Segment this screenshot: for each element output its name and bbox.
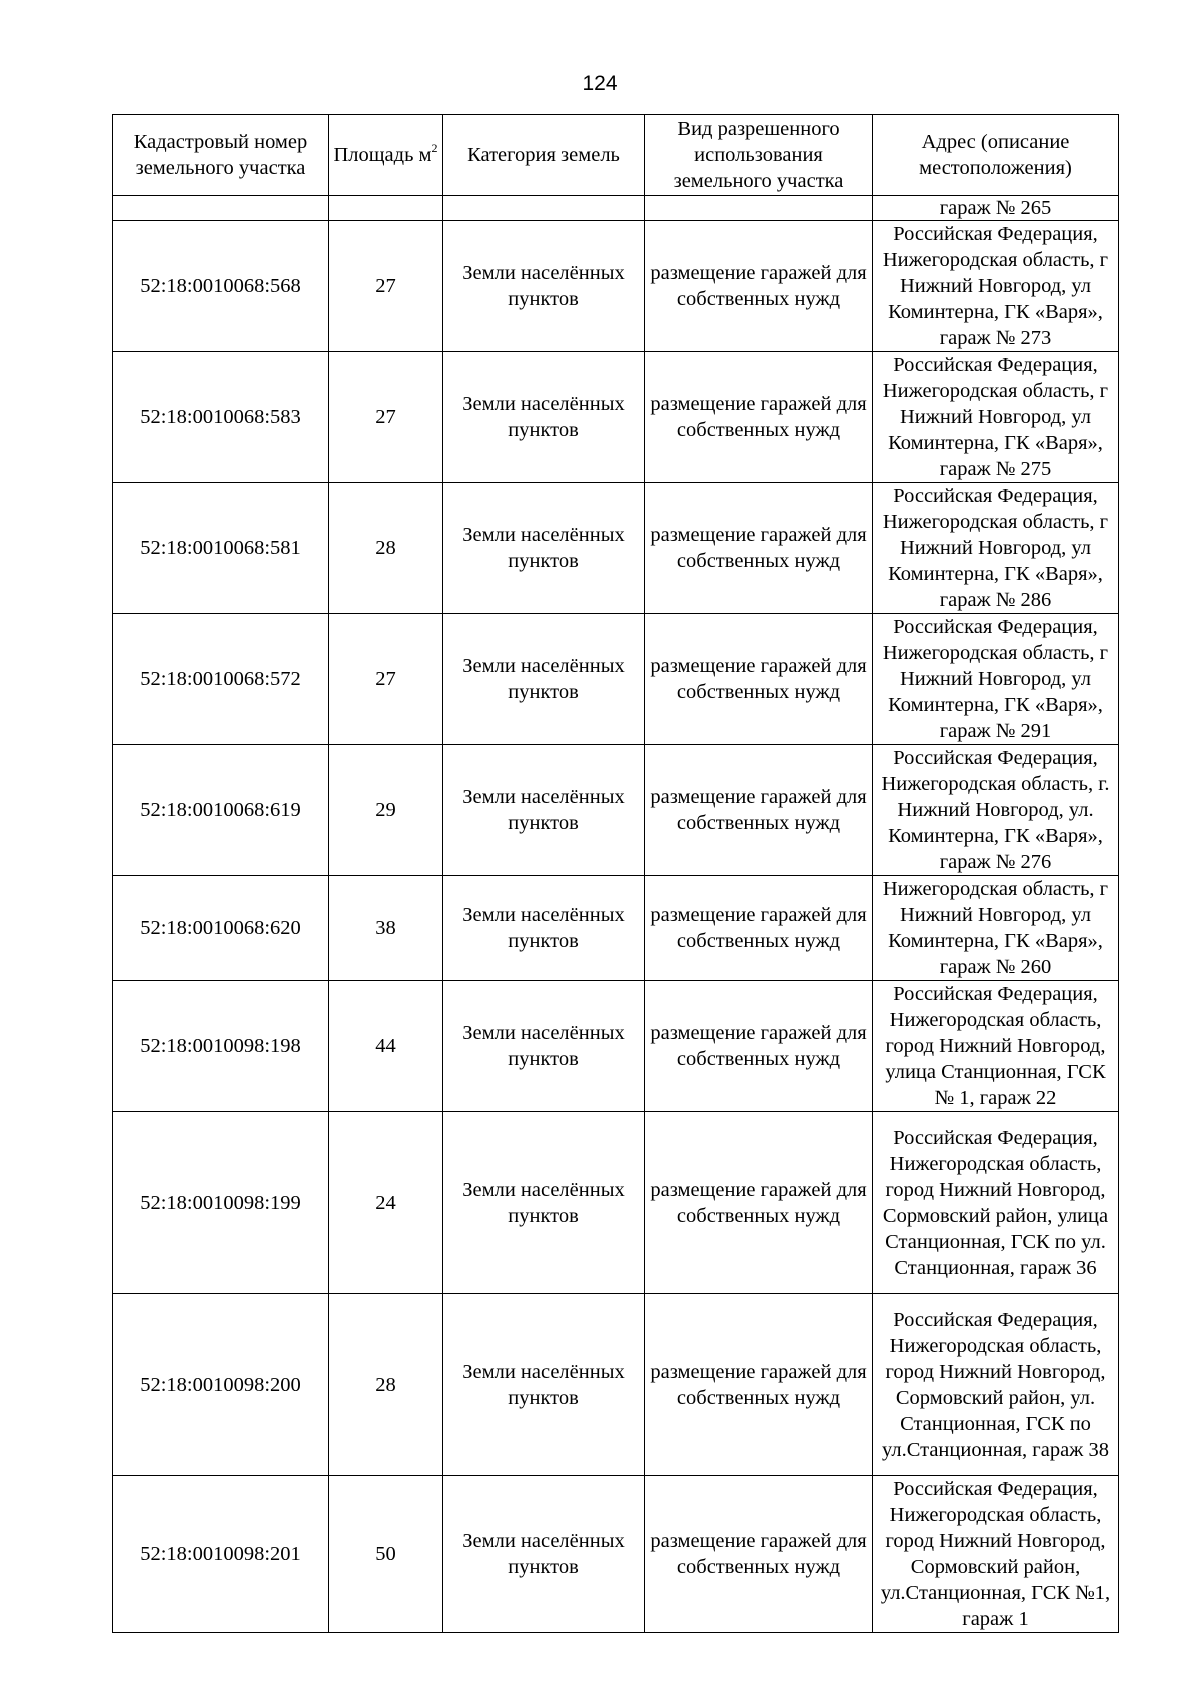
permitted-use-cell: размещение гаражей для собственных нужд — [645, 352, 873, 483]
permitted-use-cell: размещение гаражей для собственных нужд — [645, 221, 873, 352]
category-cell: Земли населённых пунктов — [443, 614, 645, 745]
category-cell: Земли населённых пунктов — [443, 876, 645, 981]
header-category: Категория земель — [443, 115, 645, 196]
cadastral-cell: 52:18:0010068:568 — [113, 221, 329, 352]
table-header-row — [113, 115, 1119, 196]
cadastral-cell: 52:18:0010068:619 — [113, 745, 329, 876]
permitted-use-cell: размещение гаражей для собственных нужд — [645, 1294, 873, 1476]
area-cell: 38 — [329, 876, 443, 981]
area-cell: 28 — [329, 1294, 443, 1476]
header-address: Адрес (описание местоположения) — [873, 115, 1119, 196]
cadastral-cell: 52:18:0010068:581 — [113, 483, 329, 614]
category-cell: Земли населённых пунктов — [443, 352, 645, 483]
table-row — [113, 981, 1119, 1112]
category-cell: Земли населённых пунктов — [443, 483, 645, 614]
cadastral-cell: 52:18:0010068:620 — [113, 876, 329, 981]
table-row — [113, 352, 1119, 483]
address-cell: гараж № 265 — [873, 196, 1119, 221]
cadastral-cell: 52:18:0010068:572 — [113, 614, 329, 745]
area-cell: 27 — [329, 352, 443, 483]
address-cell: Российская Федерация, Нижегородская область, город Нижний Новгород, улица Станционная, ГСК № 1, гараж 22 — [873, 981, 1119, 1112]
address-cell: Российская Федерация, Нижегородская область, город Нижний Новгород, Сормовский район, ул. Станционная, ГСК по ул.Станционная, гараж 38 — [873, 1294, 1119, 1476]
address-cell: Российская Федерация, Нижегородская область, г Нижний Новгород, ул Коминтерна, ГК «Варя», гараж № 286 — [873, 483, 1119, 614]
address-cell: Российская Федерация, Нижегородская область, г. Нижний Новгород, ул. Коминтерна, ГК «Варя», гараж № 276 — [873, 745, 1119, 876]
table-row — [113, 876, 1119, 981]
table-row — [113, 614, 1119, 745]
address-cell: Российская Федерация, Нижегородская область, город Нижний Новгород, Сормовский район, улица Станционная, ГСК по ул. Станционная, гараж 36 — [873, 1112, 1119, 1294]
category-cell: Земли населённых пунктов — [443, 221, 645, 352]
table-cell — [645, 196, 873, 221]
table-cell — [443, 196, 645, 221]
table-cell — [329, 196, 443, 221]
header-area — [329, 115, 443, 196]
category-cell: Земли населённых пунктов — [443, 981, 645, 1112]
table-row — [113, 1112, 1119, 1294]
permitted-use-cell: размещение гаражей для собственных нужд — [645, 614, 873, 745]
header-permitted-use: Вид разрешенного использования земельного участка — [645, 115, 873, 196]
category-cell: Земли населённых пунктов — [443, 1476, 645, 1633]
category-cell: Земли населённых пунктов — [443, 1112, 645, 1294]
cadastral-cell: 52:18:0010068:583 — [113, 352, 329, 483]
header-area-superscript: 2 — [431, 141, 438, 155]
category-cell: Земли населённых пунктов — [443, 745, 645, 876]
address-cell: Российская Федерация, Нижегородская область, г Нижний Новгород, ул Коминтерна, ГК «Варя», гараж № 275 — [873, 352, 1119, 483]
land-plots-table — [112, 114, 1119, 1633]
area-cell: 24 — [329, 1112, 443, 1294]
cadastral-cell: 52:18:0010098:198 — [113, 981, 329, 1112]
permitted-use-cell: размещение гаражей для собственных нужд — [645, 1112, 873, 1294]
permitted-use-cell: размещение гаражей для собственных нужд — [645, 1476, 873, 1633]
page-number: 124 — [582, 72, 618, 95]
permitted-use-cell: размещение гаражей для собственных нужд — [645, 745, 873, 876]
header-area-label: Площадь м — [333, 144, 432, 166]
address-cell: Российская Федерация, Нижегородская область, город Нижний Новгород, Сормовский район, ул.Станционная, ГСК №1, гараж 1 — [873, 1476, 1119, 1633]
permitted-use-cell: размещение гаражей для собственных нужд — [645, 876, 873, 981]
permitted-use-cell: размещение гаражей для собственных нужд — [645, 981, 873, 1112]
table-row — [113, 1476, 1119, 1633]
area-cell: 27 — [329, 614, 443, 745]
cadastral-cell: 52:18:0010098:199 — [113, 1112, 329, 1294]
header-cadastral: Кадастровый номер земельного участка — [113, 115, 329, 196]
table-row — [113, 745, 1119, 876]
table-row — [113, 483, 1119, 614]
permitted-use-cell: размещение гаражей для собственных нужд — [645, 483, 873, 614]
cadastral-cell: 52:18:0010098:201 — [113, 1476, 329, 1633]
cadastral-cell: 52:18:0010098:200 — [113, 1294, 329, 1476]
table-row — [113, 221, 1119, 352]
table-cell — [113, 196, 329, 221]
area-cell: 27 — [329, 221, 443, 352]
address-cell: Российская Федерация, Нижегородская область, г Нижний Новгород, ул Коминтерна, ГК «Варя», гараж № 273 — [873, 221, 1119, 352]
address-cell: Российская Федерация, Нижегородская область, г Нижний Новгород, ул Коминтерна, ГК «Варя», гараж № 291 — [873, 614, 1119, 745]
address-cell: Нижегородская область, г Нижний Новгород, ул Коминтерна, ГК «Варя», гараж № 260 — [873, 876, 1119, 981]
area-cell: 29 — [329, 745, 443, 876]
area-cell: 28 — [329, 483, 443, 614]
table-row — [113, 1294, 1119, 1476]
category-cell: Земли населённых пунктов — [443, 1294, 645, 1476]
area-cell: 50 — [329, 1476, 443, 1633]
area-cell: 44 — [329, 981, 443, 1112]
continuation-row — [113, 196, 1119, 221]
